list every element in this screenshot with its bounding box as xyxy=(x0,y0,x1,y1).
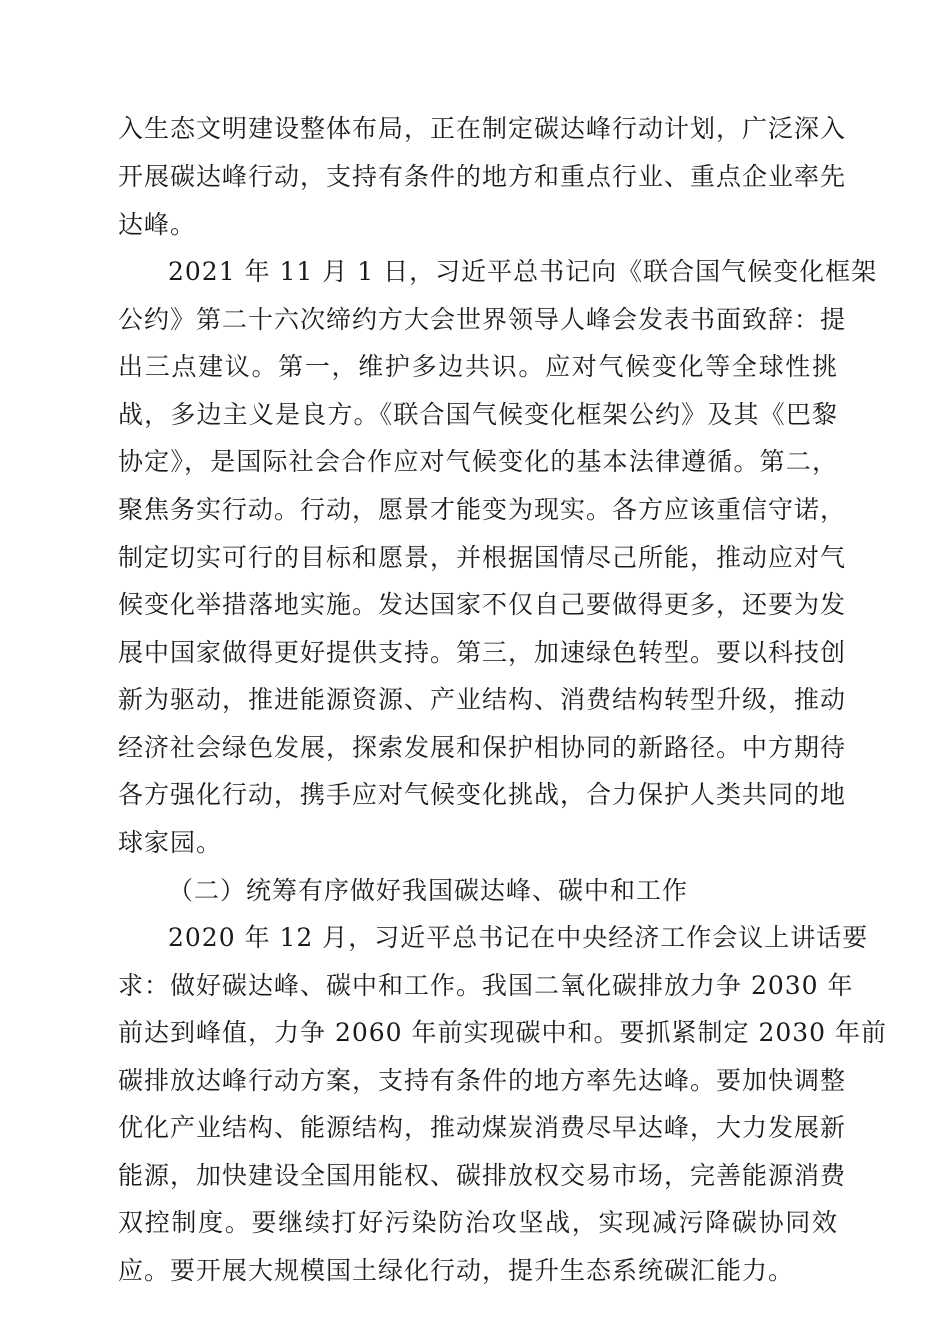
paragraph-3-line-8: 应。要开展大规模国土绿化行动，提升生态系统碳汇能力。 xyxy=(118,1256,795,1285)
paragraph-1-line-3: 达峰。 xyxy=(118,210,197,239)
paragraph-2-line-8: 候变化举措落地实施。发达国家不仅自己要做得更多，还要为发 xyxy=(118,590,847,619)
paragraph-1-line-1: 入生态文明建设整体布局，正在制定碳达峰行动计划，广泛深入 xyxy=(118,114,847,143)
paragraph-3-line-3: 前达到峰值，力争 2060 年前实现碳中和。要抓紧制定 2030 年前 xyxy=(118,1018,888,1047)
paragraph-2-line-3: 出三点建议。第一，维护多边共识。应对气候变化等全球性挑 xyxy=(118,352,838,381)
paragraph-2-line-1: 2021 年 11 月 1 日，习近平总书记向《联合国气候变化框架 xyxy=(168,257,878,286)
paragraph-2-line-5: 协定》，是国际社会合作应对气候变化的基本法律遵循。第二， xyxy=(118,447,838,476)
paragraph-2-line-11: 经济社会绿色发展，探索发展和保护相协同的新路径。中方期待 xyxy=(118,733,847,762)
paragraph-2-line-9: 展中国家做得更好提供支持。第三，加速绿色转型。要以科技创 xyxy=(118,638,847,667)
paragraph-3-line-1: 2020 年 12 月，习近平总书记在中央经济工作会议上讲话要 xyxy=(168,923,869,952)
paragraph-1-line-2: 开展碳达峰行动，支持有条件的地方和重点行业、重点企业率先 xyxy=(118,162,847,191)
paragraph-2-line-6: 聚焦务实行动。行动，愿景才能变为现实。各方应该重信守诺， xyxy=(118,495,847,524)
section-heading: （二）统筹有序做好我国碳达峰、碳中和工作 xyxy=(168,876,689,905)
paragraph-2-line-7: 制定切实可行的目标和愿景，并根据国情尽己所能，推动应对气 xyxy=(118,543,847,572)
paragraph-3-line-7: 双控制度。要继续打好污染防治攻坚战，实现减污降碳协同效 xyxy=(118,1208,838,1237)
paragraph-2-line-13: 球家园。 xyxy=(118,828,223,857)
paragraph-2-line-10: 新为驱动，推进能源资源、产业结构、消费结构转型升级，推动 xyxy=(118,685,847,714)
paragraph-3-line-4: 碳排放达峰行动方案，支持有条件的地方率先达峰。要加快调整 xyxy=(118,1066,847,1095)
paragraph-2-line-12: 各方强化行动，携手应对气候变化挑战，合力保护人类共同的地 xyxy=(118,780,847,809)
paragraph-2-line-2: 公约》第二十六次缔约方大会世界领导人峰会发表书面致辞：提 xyxy=(118,305,847,334)
paragraph-3-line-2: 求：做好碳达峰、碳中和工作。我国二氧化碳排放力争 2030 年 xyxy=(118,971,854,1000)
paragraph-3-line-6: 能源，加快建设全国用能权、碳排放权交易市场，完善能源消费 xyxy=(118,1161,847,1190)
paragraph-2-line-4: 战，多边主义是良方。《联合国气候变化框架公约》及其《巴黎 xyxy=(118,400,838,429)
paragraph-3-line-5: 优化产业结构、能源结构，推动煤炭消费尽早达峰，大力发展新 xyxy=(118,1113,847,1142)
